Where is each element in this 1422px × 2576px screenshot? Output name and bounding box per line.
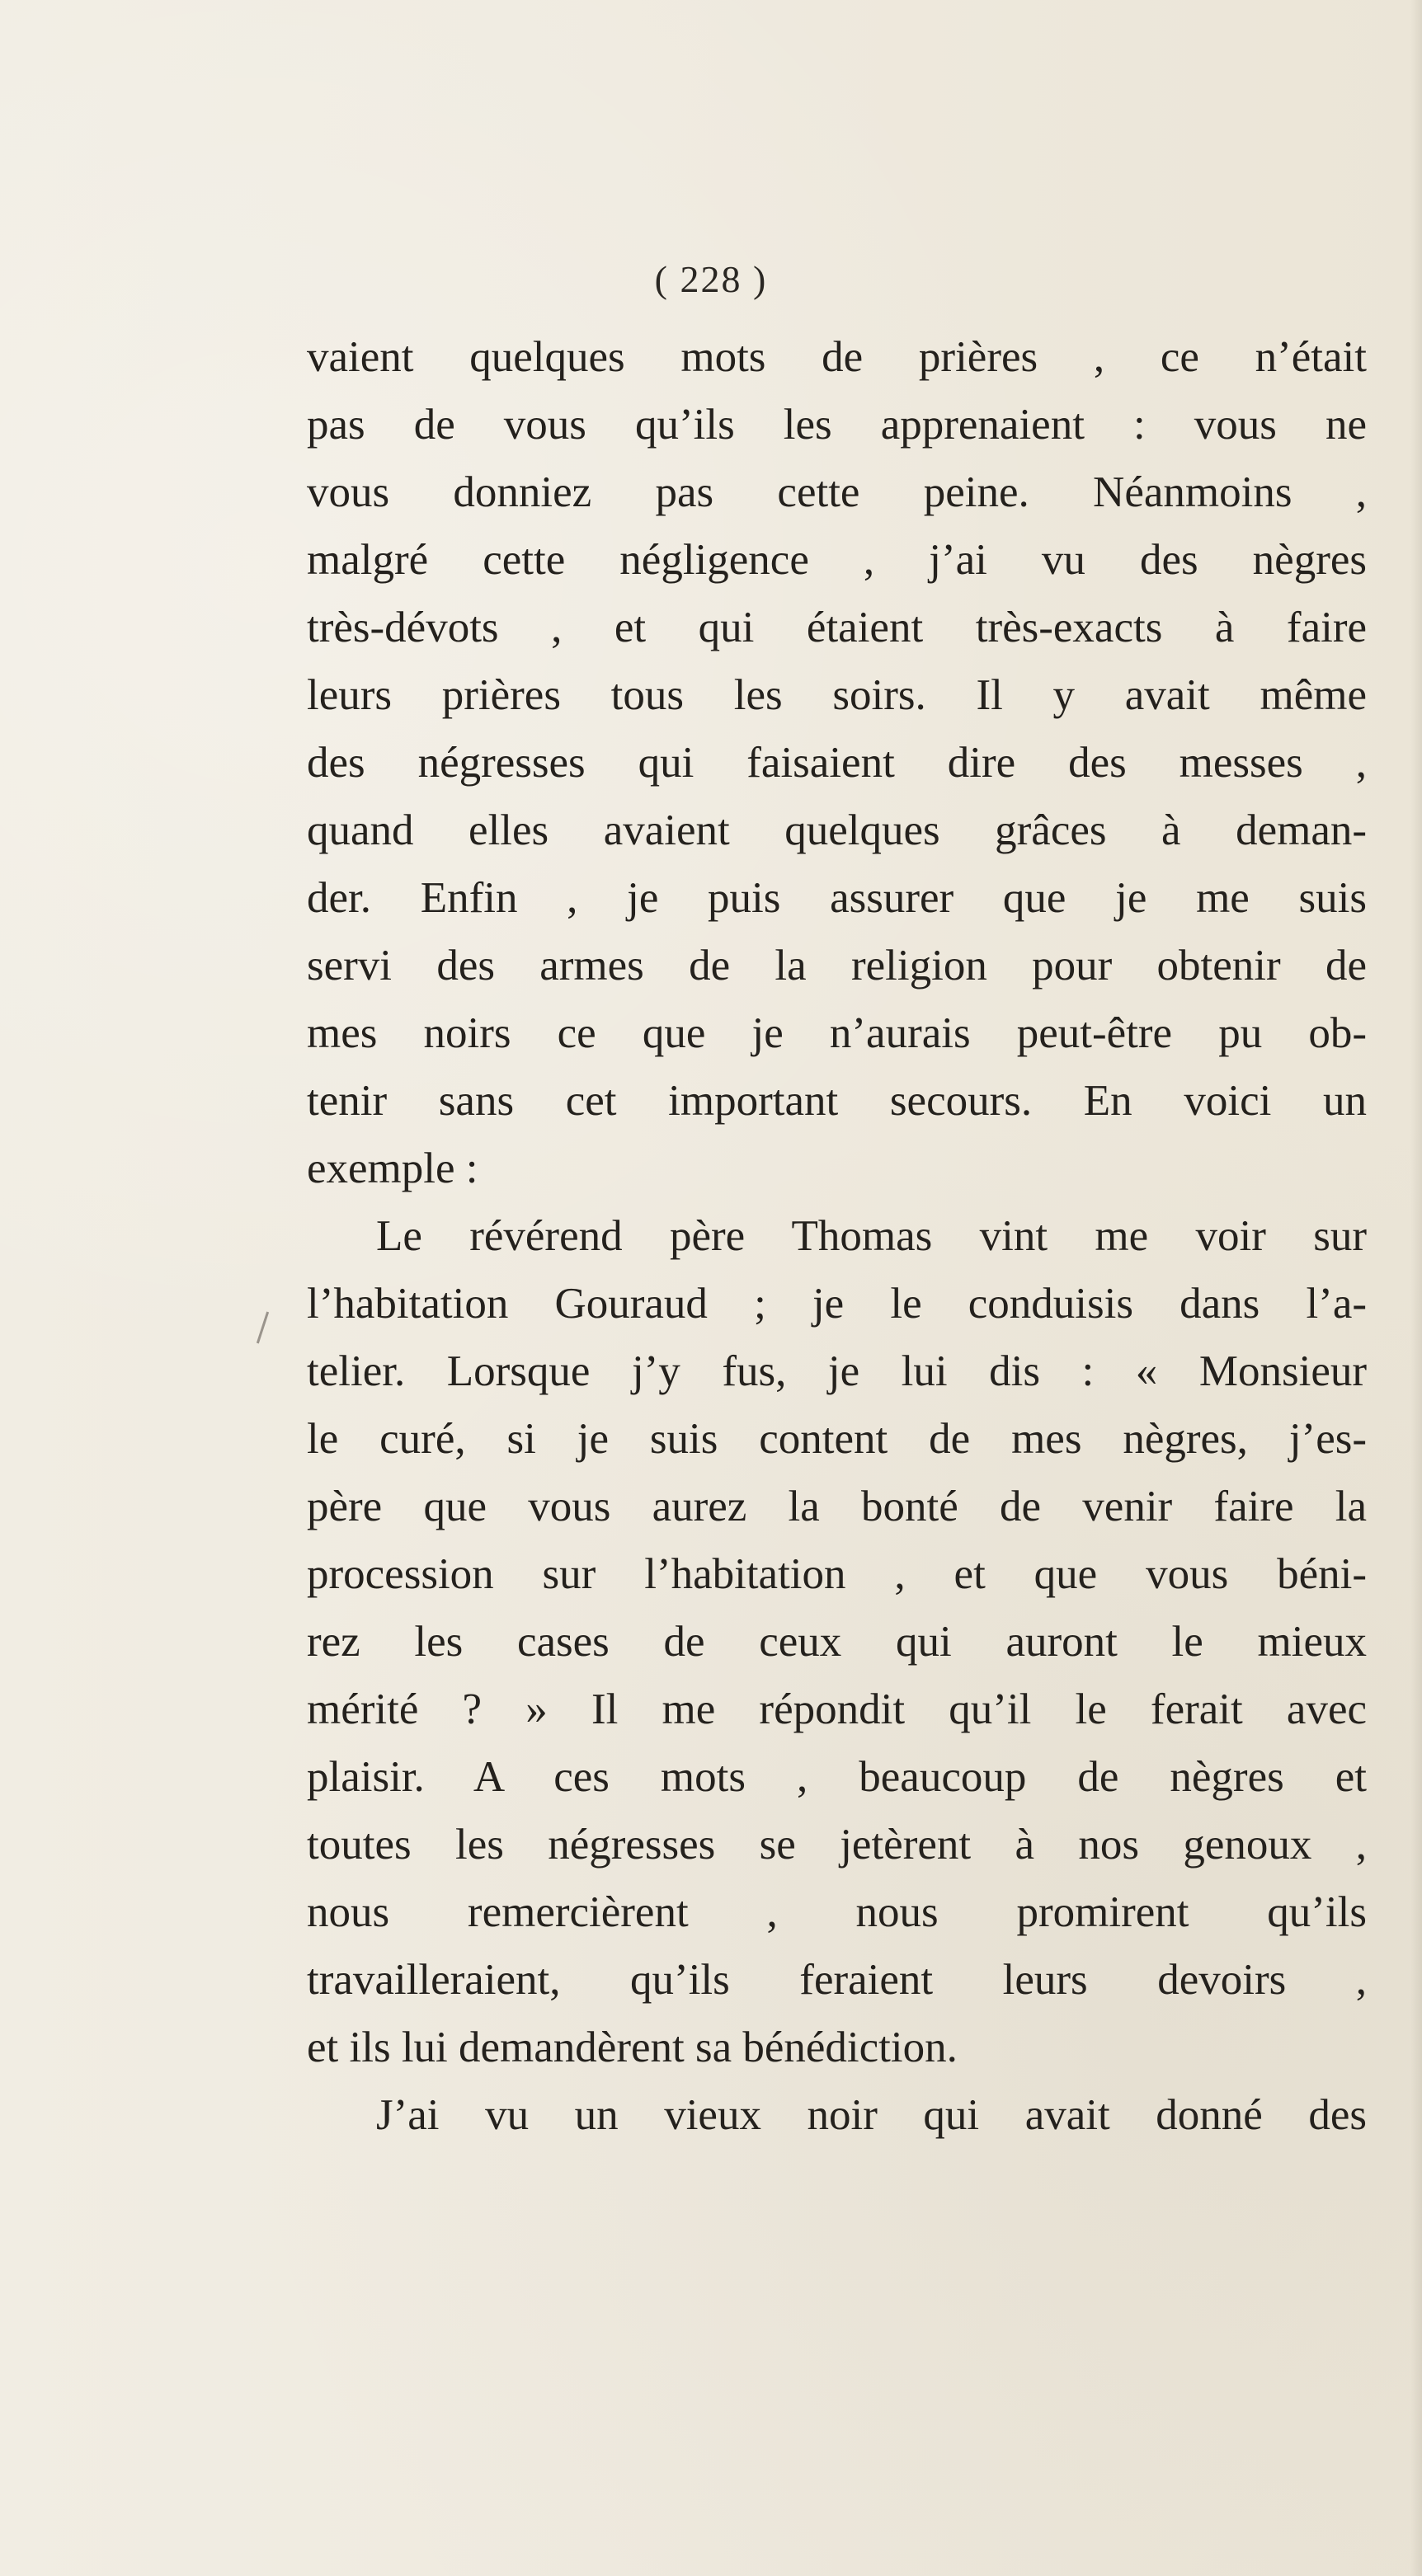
text-line: malgré cette négligence , j’ai vu des nègres — [307, 536, 1367, 584]
text-line: mérité ? » Il me répondit qu’il le ferait avec — [307, 1685, 1367, 1733]
text-line: mes noirs ce que je n’aurais peut-être pu ob- — [307, 1009, 1367, 1057]
text-line: exemple : — [307, 1145, 478, 1192]
page-edge-shadow — [1410, 0, 1422, 2576]
text-line: rez les cases de ceux qui auront le mieux — [307, 1618, 1367, 1666]
text-line: der. Enfin , je puis assurer que je me suis — [307, 874, 1367, 922]
text-line: vaient quelques mots de prières , ce n’était — [307, 333, 1367, 381]
text-line: père que vous aurez la bonté de venir faire la — [307, 1483, 1367, 1530]
text-line: telier. Lorsque j’y fus, je lui dis : « Monsieur — [307, 1347, 1367, 1395]
text-line: des négresses qui faisaient dire des messes , — [307, 739, 1367, 787]
text-line: toutes les négresses se jetèrent à nos genoux , — [307, 1821, 1367, 1869]
text-line: nous remercièrent , nous promirent qu’ils — [307, 1888, 1367, 1936]
body-text — [307, 323, 1367, 2149]
text-line: pas de vous qu’ils les apprenaient : vous ne — [307, 401, 1367, 449]
text-line: tenir sans cet important secours. En voici un — [307, 1077, 1367, 1125]
text-line: l’habitation Gouraud ; je le conduisis dans l’a- — [307, 1280, 1367, 1328]
text-line: procession sur l’habitation , et que vous béni- — [307, 1550, 1367, 1598]
text-line: leurs prières tous les soirs. Il y avait même — [307, 671, 1367, 719]
text-line: et ils lui demandèrent sa bénédiction. — [307, 2024, 958, 2071]
text-line: le curé, si je suis content de mes nègres, j’es- — [307, 1415, 1367, 1463]
text-line: très-dévots , et qui étaient très-exacts à faire — [307, 604, 1367, 651]
paragraph-start-line: J’ai vu un vieux noir qui avait donné des — [376, 2091, 1367, 2139]
text-line: travailleraient, qu’ils feraient leurs devoirs , — [307, 1956, 1367, 2004]
paragraph-start-line: Le révérend père Thomas vint me voir sur — [376, 1212, 1367, 1260]
page-number: ( 228 ) — [654, 258, 768, 300]
text-line: servi des armes de la religion pour obtenir de — [307, 942, 1367, 990]
text-line: quand elles avaient quelques grâces à deman- — [307, 806, 1367, 854]
text-line: vous donniez pas cette peine. Néanmoins , — [307, 468, 1367, 516]
text-line: plaisir. A ces mots , beaucoup de nègres et — [307, 1753, 1367, 1801]
margin-mark — [257, 1312, 269, 1344]
